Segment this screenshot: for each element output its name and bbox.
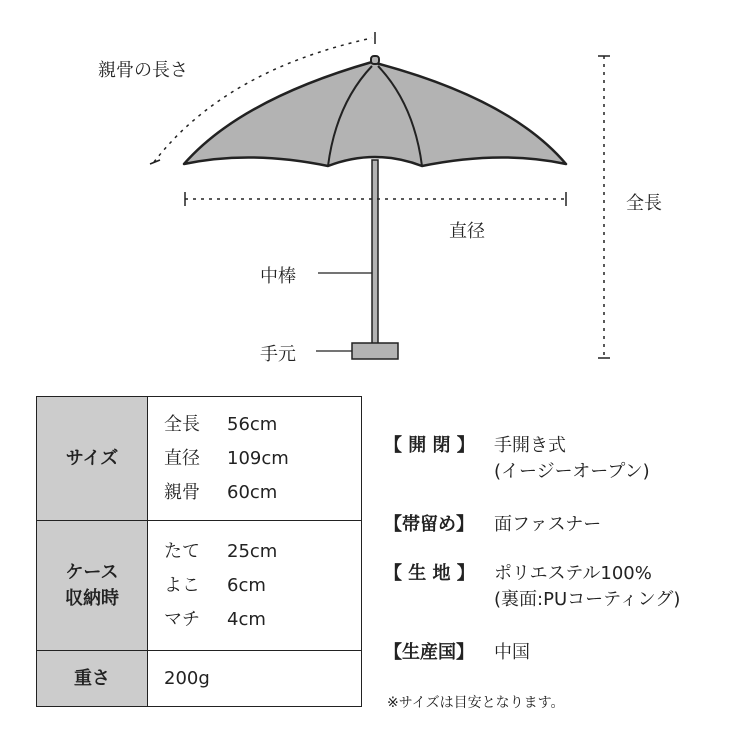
umbrella-tip bbox=[371, 56, 379, 64]
spec-values-size bbox=[148, 397, 362, 521]
shaft-label: 中棒 bbox=[260, 266, 296, 287]
spec-row-size bbox=[37, 397, 362, 521]
umbrella-handle bbox=[352, 343, 398, 359]
total-length-label: 全長 bbox=[626, 193, 662, 214]
spec-item: よこ 6cm bbox=[164, 574, 266, 596]
spec-item: 全長 56cm bbox=[164, 413, 278, 435]
info-value: 中国 bbox=[494, 642, 530, 663]
spec-item: たて 25cm bbox=[164, 540, 278, 562]
info-label: 【生産国】 bbox=[384, 642, 474, 663]
rib-length-label: 親骨の長さ bbox=[98, 60, 188, 81]
spec-row-case bbox=[37, 521, 362, 651]
info-value: ポリエステル100% (裏面:PUコーティング) bbox=[494, 563, 681, 610]
umbrella-shaft bbox=[372, 160, 378, 344]
diameter-label: 直径 bbox=[449, 221, 485, 242]
spec-header-case: ケース 収納時 bbox=[37, 521, 148, 651]
spec-item: マチ 4cm bbox=[164, 608, 266, 630]
info-row-opening bbox=[384, 433, 650, 485]
info-label: 【帯留め】 bbox=[384, 514, 474, 535]
umbrella-canopy bbox=[184, 62, 566, 166]
spec-item: 直径 109cm bbox=[164, 447, 289, 469]
spec-header-size: サイズ bbox=[37, 397, 148, 521]
info-row-fabric bbox=[384, 561, 680, 613]
spec-item: 親骨 60cm bbox=[164, 481, 278, 503]
info-row-strap bbox=[384, 512, 601, 538]
info-label: 【 生 地 】 bbox=[384, 563, 475, 584]
info-value: 手開き式 (イージーオープン) bbox=[494, 435, 650, 482]
spec-row-weight bbox=[37, 651, 362, 707]
info-label: 【 開 閉 】 bbox=[384, 435, 475, 456]
size-note: ※サイズは目安となります。 bbox=[387, 695, 565, 711]
spec-table bbox=[36, 396, 362, 707]
spec-values-case bbox=[148, 521, 362, 651]
info-value: 面ファスナー bbox=[494, 514, 602, 535]
handle-label: 手元 bbox=[260, 344, 296, 365]
spec-header-weight: 重さ bbox=[37, 651, 148, 707]
spec-item: 200g bbox=[164, 667, 210, 689]
spec-values-weight bbox=[148, 651, 362, 707]
info-row-origin bbox=[384, 640, 530, 666]
